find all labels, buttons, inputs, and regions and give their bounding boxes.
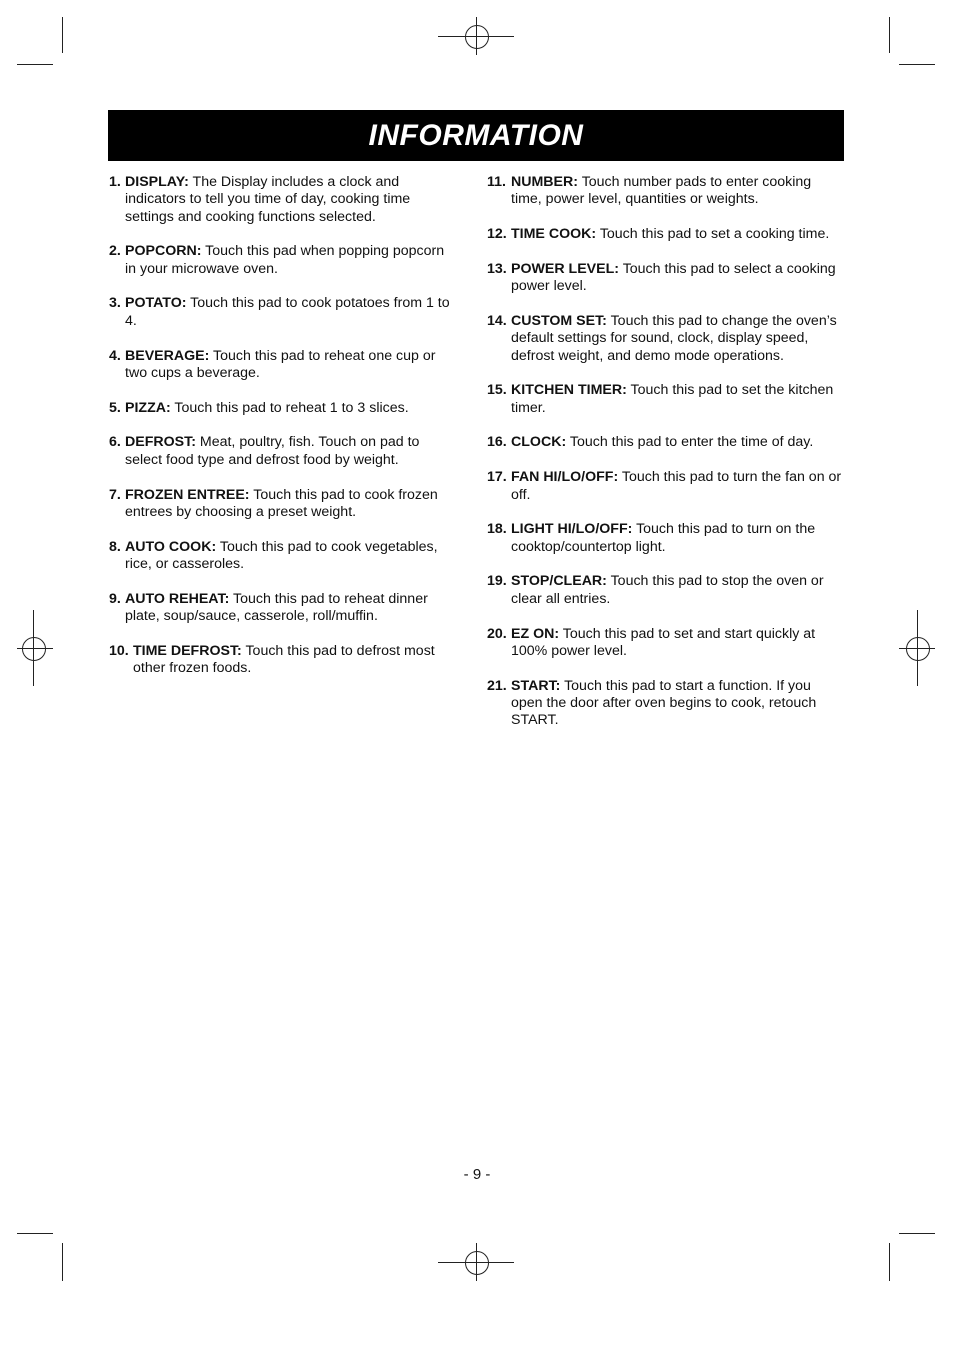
item-label: BEVERAGE: <box>125 347 210 364</box>
crop-mark <box>62 1243 63 1281</box>
list-item <box>487 434 843 451</box>
item-number: 7. <box>109 486 121 503</box>
item-text: Touch this pad to turn on the cooktop/countertop light. <box>511 521 816 555</box>
item-body <box>511 174 843 209</box>
item-body <box>125 243 459 278</box>
item-text: Touch this pad to cook frozen entrees by choosing a preset weight. <box>125 486 438 520</box>
list-item <box>487 174 843 209</box>
item-body <box>511 521 843 556</box>
item-number: 2. <box>109 243 121 260</box>
item-number: 9. <box>109 590 121 607</box>
item-body <box>511 261 843 296</box>
item-label: TIME DEFROST: <box>133 642 242 659</box>
item-text: Touch this pad to reheat 1 to 3 slices. <box>174 399 409 416</box>
item-text: Touch this pad to enter the time of day. <box>569 434 814 451</box>
list-item <box>487 313 843 365</box>
item-number: 1. <box>109 174 121 190</box>
item-text: Touch this pad to reheat one cup or two cups a beverage. <box>125 347 436 381</box>
item-text: Touch this pad to start a function. If you open the door after oven begins to cook, retouch START. <box>511 677 817 729</box>
crop-mark <box>889 17 890 53</box>
item-text: Touch this pad to set and start quickly at 100% power level. <box>511 625 816 659</box>
item-label: LIGHT HI/LO/OFF: <box>511 521 633 538</box>
list-item <box>109 487 459 522</box>
item-body <box>125 539 459 574</box>
item-label: NUMBER: <box>511 174 578 190</box>
item-number: 20. <box>487 625 507 642</box>
item-body <box>125 400 459 417</box>
crop-mark <box>17 64 53 65</box>
item-body <box>125 434 459 469</box>
item-number: 6. <box>109 434 121 451</box>
item-label: START: <box>511 677 561 694</box>
item-body <box>125 487 459 522</box>
item-body <box>511 226 843 243</box>
item-number: 21. <box>487 677 507 694</box>
list-item <box>487 626 843 661</box>
registration-circle-icon <box>465 25 489 49</box>
page-number: - 9 - <box>463 1166 491 1183</box>
item-body <box>125 348 459 383</box>
registration-circle-icon <box>465 1251 489 1275</box>
list-item <box>487 678 843 730</box>
crop-mark <box>899 1233 935 1234</box>
item-body <box>511 573 843 608</box>
list-item <box>487 226 843 243</box>
item-text: Touch this pad to reheat dinner plate, soup/sauce, casserole, roll/muffin. <box>125 590 428 625</box>
crop-mark <box>899 64 935 65</box>
list-item <box>109 243 459 278</box>
item-number: 15. <box>487 382 507 399</box>
item-text: Touch this pad to cook potatoes from 1 to 4. <box>125 295 450 329</box>
item-label: AUTO REHEAT: <box>125 590 230 607</box>
list-item <box>109 400 459 417</box>
item-text: Touch this pad to stop the oven or clear all entries. <box>511 573 824 607</box>
item-number: 3. <box>109 295 121 312</box>
item-body <box>511 434 843 451</box>
item-label: POTATO: <box>125 295 187 312</box>
list-item <box>487 521 843 556</box>
list-item <box>109 295 459 330</box>
item-body <box>125 295 459 330</box>
crop-mark <box>62 17 63 53</box>
list-item <box>487 382 843 417</box>
item-body <box>133 643 459 678</box>
list-item <box>487 469 843 504</box>
item-body <box>511 626 843 661</box>
item-label: CUSTOM SET: <box>511 312 607 329</box>
item-body <box>125 174 459 226</box>
item-number: 14. <box>487 312 507 329</box>
item-number: 11. <box>487 174 506 190</box>
item-number: 4. <box>109 347 121 364</box>
item-label: FAN HI/LO/OFF: <box>511 469 619 486</box>
item-label: DISPLAY: <box>125 174 189 190</box>
item-text: Touch this pad to change the oven’s default settings for sound, clock, display speed, defrost weight, and demo mode operations. <box>511 312 837 364</box>
item-number: 8. <box>109 538 121 555</box>
item-body <box>511 313 843 365</box>
page-title: INFORMATION <box>368 118 584 152</box>
item-text: Touch this pad to set a cooking time. <box>599 226 830 243</box>
list-item <box>109 174 459 226</box>
crop-mark <box>889 1243 890 1281</box>
item-number: 19. <box>487 573 507 590</box>
item-text: Touch this pad to select a cooking power level. <box>511 260 836 295</box>
registration-circle-icon <box>906 637 930 661</box>
item-text: Touch this pad to defrost most other frozen foods. <box>133 642 435 677</box>
item-number: 10. <box>109 642 129 659</box>
item-number: 17. <box>487 469 507 486</box>
registration-circle-icon <box>22 637 46 661</box>
list-item <box>109 539 459 574</box>
item-number: 16. <box>487 434 507 451</box>
item-text: Touch this pad to turn the fan on or off. <box>511 469 842 503</box>
item-number: 5. <box>109 399 121 416</box>
right-column <box>487 174 843 730</box>
list-item <box>109 643 459 678</box>
item-text: Touch this pad to cook vegetables, rice, or casseroles. <box>125 538 438 572</box>
crop-mark <box>17 1233 53 1234</box>
item-label: PIZZA: <box>125 399 171 416</box>
item-label: AUTO COOK: <box>125 538 217 555</box>
list-item <box>109 591 459 626</box>
item-number: 12. <box>487 226 507 243</box>
item-body <box>511 382 843 417</box>
item-body <box>125 591 459 626</box>
item-number: 18. <box>487 521 507 538</box>
item-label: EZ ON: <box>511 625 560 642</box>
left-column <box>109 174 459 677</box>
item-label: POPCORN: <box>125 243 202 260</box>
list-item <box>109 348 459 383</box>
item-text: The Display includes a clock and indicators to tell you time of day, cooking time settings and cooking functions selected. <box>125 174 411 225</box>
item-number: 13. <box>487 260 507 277</box>
list-item <box>109 434 459 469</box>
item-label: TIME COOK: <box>511 226 597 243</box>
item-label: STOP/CLEAR: <box>511 573 607 590</box>
item-label: KITCHEN TIMER: <box>511 382 627 399</box>
list-item <box>487 573 843 608</box>
item-text: Touch this pad when popping popcorn in your microwave oven. <box>125 243 445 277</box>
item-label: CLOCK: <box>511 434 567 451</box>
item-body <box>511 469 843 504</box>
title-banner <box>108 110 844 161</box>
item-body <box>511 678 843 730</box>
item-text: Touch number pads to enter cooking time, power level, quantities or weights. <box>511 174 812 208</box>
item-label: DEFROST: <box>125 434 196 451</box>
list-item <box>487 261 843 296</box>
item-label: FROZEN ENTREE: <box>125 486 250 503</box>
item-label: POWER LEVEL: <box>511 260 619 277</box>
item-text: Meat, poultry, fish. Touch on pad to select food type and defrost food by weight. <box>125 434 420 468</box>
item-text: Touch this pad to set the kitchen timer. <box>511 382 834 416</box>
